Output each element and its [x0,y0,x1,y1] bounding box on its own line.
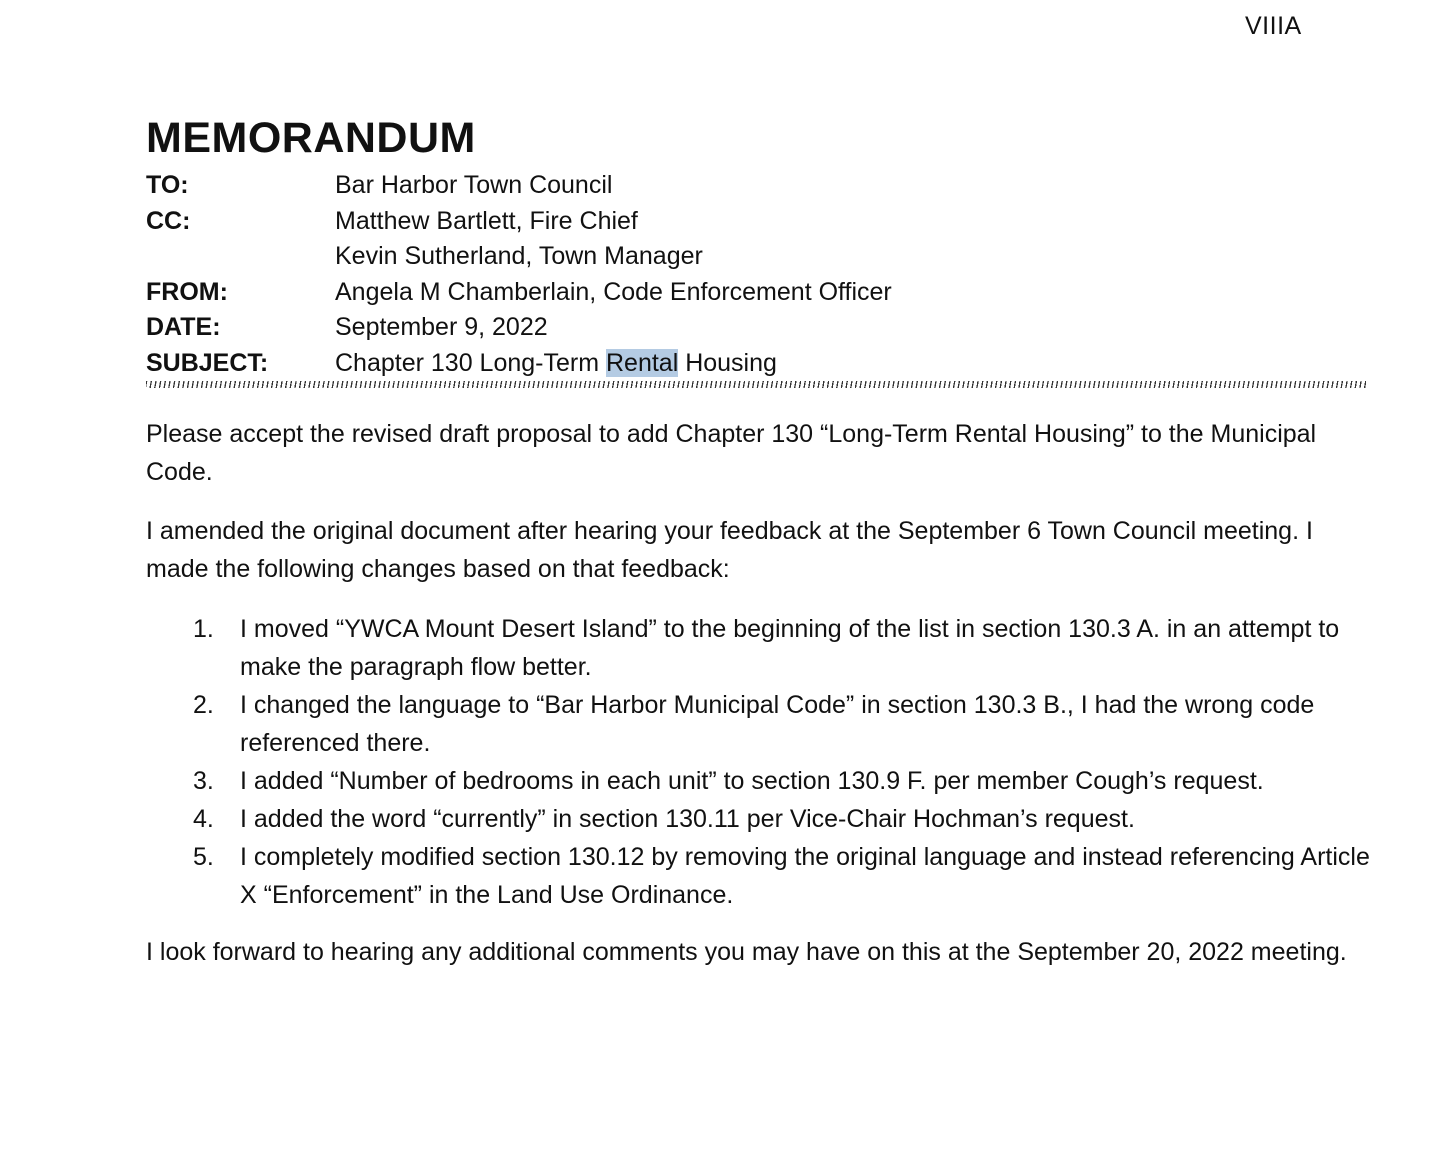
cc-row-2 [146,239,1366,275]
date-label: DATE: [146,313,221,341]
list-item [146,610,1371,686]
subject-row [146,346,1366,382]
list-item [146,800,1371,838]
memo-title: MEMORANDUM [146,114,476,162]
list-item [146,838,1371,914]
list-item-text: I moved “YWCA Mount Desert Island” to the beginning of the list in section 130.3 A. in an attempt to make the paragraph flow better. [240,615,1340,681]
subject-label: SUBJECT: [146,348,269,377]
cc-label: CC: [146,206,191,235]
subject-value[interactable] [335,346,777,382]
from-row [146,275,1366,311]
subject-text-before: Chapter 130 Long-Term [335,348,606,377]
page-identifier: VIIIA [1245,12,1302,40]
list-item-text: I completely modified section 130.12 by removing the original language and instead referencing Article X “Enforcement” in the Land Use Ordinance. [240,843,1370,909]
cc-value-2: Kevin Sutherland, Town Manager [335,242,703,270]
list-item-number: 5. [193,843,214,871]
list-item-number: 1. [193,615,214,643]
date-row [146,310,1366,346]
list-item-text: I added the word “currently” in section 130.11 per Vice-Chair Hochman’s request. [240,805,1135,833]
cc-row [146,204,1366,240]
list-item-number: 4. [193,805,214,833]
to-row [146,168,1366,204]
list-item [146,686,1371,762]
list-item-number: 3. [193,767,214,795]
closing-paragraph: I look forward to hearing any additional comments you may have on this at the September 20, 2022 meeting. [146,938,1347,966]
selected-text-highlight[interactable]: Rental [605,348,679,377]
to-value: Bar Harbor Town Council [335,171,613,199]
header-divider [146,381,1366,389]
amendment-paragraph: I amended the original document after hearing your feedback at the September 6 Town Council meeting. I made the following changes based on that feedback: [146,517,1313,583]
from-label: FROM: [146,277,228,306]
list-item-number: 2. [193,691,214,719]
list-item-text: I changed the language to “Bar Harbor Municipal Code” in section 130.3 B., I had the wrong code referenced there. [240,691,1315,757]
date-value: September 9, 2022 [335,313,548,341]
list-item [146,762,1371,800]
from-value: Angela M Chamberlain, Code Enforcement Officer [335,277,892,306]
subject-text-after: Housing [678,348,777,377]
memo-header [146,168,1366,381]
changes-list [146,610,1371,914]
list-item-text: I added “Number of bedrooms in each unit” to section 130.9 F. per member Cough’s request. [240,767,1264,795]
cc-value-1: Matthew Bartlett, Fire Chief [335,206,638,235]
to-label: TO: [146,171,189,199]
intro-paragraph: Please accept the revised draft proposal to add Chapter 130 “Long-Term Rental Housing” to the Municipal Code. [146,420,1317,486]
